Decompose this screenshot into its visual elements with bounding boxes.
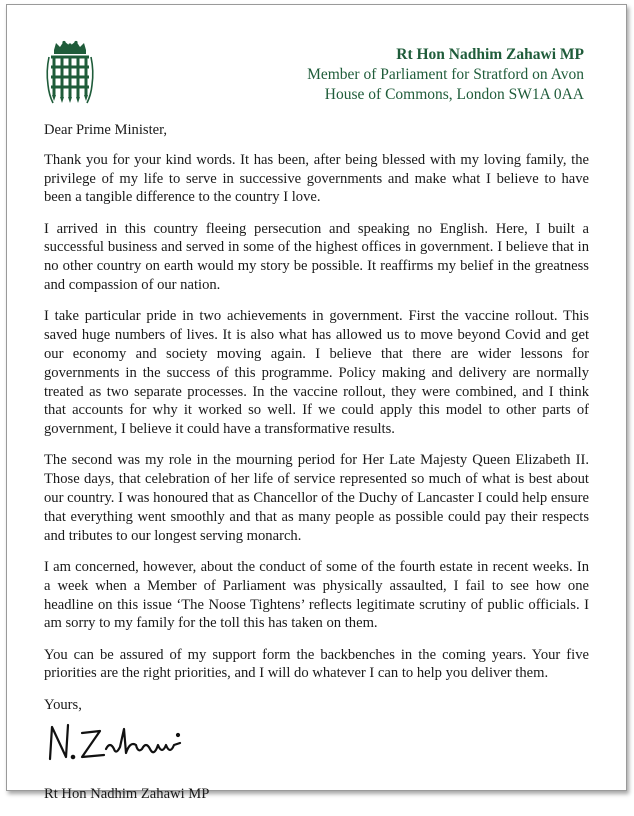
paragraph: Thank you for your kind words. It has been, after being blessed with my loving family, the privilege of my life to serve in successive governments and make what I believe to have been a tangible difference to the country I love. <box>44 151 589 206</box>
sign-off: Yours, <box>44 696 82 713</box>
letter-body <box>44 121 589 816</box>
signature <box>46 719 216 767</box>
paragraph: I arrived in this country fleeing persecution and speaking no English. Here, I built a successful business and served in some of the highest offices in government. I believe that in no other country on earth would my story be possible. It reaffirms my belief in the greatness and compassion of our nation. <box>44 220 589 294</box>
letterhead-name: Rt Hon Nadhim Zahawi MP <box>396 46 584 63</box>
paragraph: You can be assured of my support form the backbenches in the coming years. Your five priorities are the right priorities, and I will do whatever I can to help you deliver them. <box>44 646 589 682</box>
letter-page <box>6 4 627 802</box>
portcullis-icon <box>45 41 95 105</box>
letterhead-role: Member of Parliament for Stratford on Avon <box>307 66 584 83</box>
signatory-name: Rt Hon Nadhim Zahawi MP <box>44 785 210 802</box>
salutation: Dear Prime Minister, <box>44 122 168 138</box>
letterhead <box>307 45 584 105</box>
paragraph: I take particular pride in two achievements in government. First the vaccine rollout. This saved huge numbers of lives. It is also what has allowed us to move beyond Covid and get our economy and society moving again. I believe that there are wider lessons for governments in the success of this programme. Policy making and delivery are normally treated as two separate processes. In the vaccine rollout, they were combined, and I think that accounts for why it worked so well. If we could apply this model to other parts of government, I believe it could have a transformative results. <box>44 308 589 438</box>
paragraph: The second was my role in the mourning period for Her Late Majesty Queen Elizabeth II. Those days, that celebration of her life of service represented so much of what is best about our country. I was honoured that as Chancellor of the Duchy of Lancaster I could help ensure that everything went smoothly and that as many people as possible could pay their respects and tributes to our longest serving monarch. <box>44 452 589 544</box>
paragraph: I am concerned, however, about the conduct of some of the fourth estate in recent weeks. In a week when a Member of Parliament was physically assaulted, I fail to see how one headline on this issue ‘The Noose Tightens’ reflects legitimate scrutiny of public officials. I am sorry to my family for the toll this has taken on them. <box>44 558 589 632</box>
letterhead-address: House of Commons, London SW1A 0AA <box>324 86 584 103</box>
